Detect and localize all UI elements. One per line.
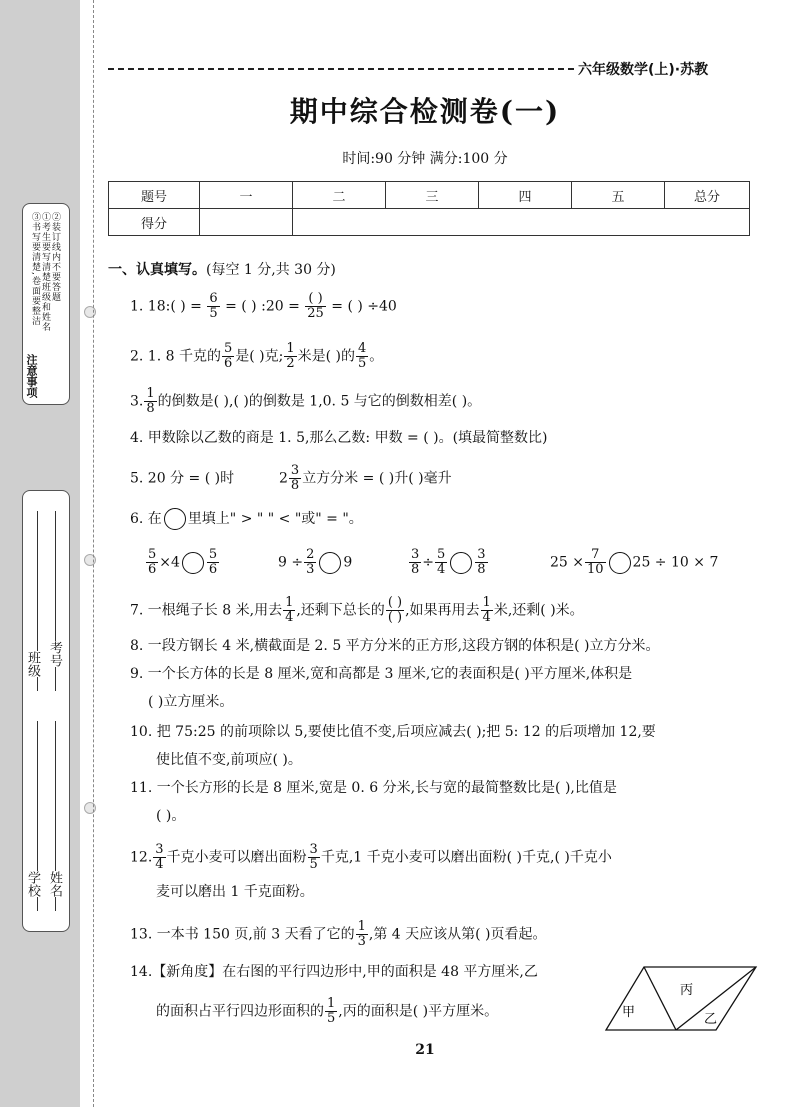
section-1-note: (每空 1 分,共 30 分) [206,262,336,278]
parallelogram-diagonal-1 [644,967,676,1030]
label-exam-no: 考号 [47,641,62,667]
score-col-3: 三 [386,182,479,209]
question-14-line-2: 的面积占平行四边形面积的 $\frac{1}{5}$ ,丙的面积是( )平方厘米。 [156,996,499,1026]
score-header-row [109,182,750,209]
notice-line-2: ②装订线内不要答题 [50,212,60,302]
q2-part-c: 米是( )的 [297,348,356,365]
parallelogram-outline [606,967,756,1030]
q3-part-a: 3. [130,393,144,410]
label-class: 班级 [25,651,40,677]
question-10-line-1: 10. 把 75:25 的前项除以 5,要使比值不变,后项应减去( );把 5: 12 的后项增加 12,要 [130,724,656,740]
question-5 [130,464,452,493]
q6-answer-circle-3[interactable] [450,552,472,574]
q6-part-b: 里填上" > " " < "或" = "。 [187,511,363,527]
page-title: 期中综合检测卷(一) [289,95,561,128]
score-value-row [109,209,750,236]
q6-answer-circle-2[interactable] [319,552,341,574]
question-2 [130,342,383,371]
q2-part-b: 是( )克; [235,348,284,365]
q2-frac-1: $\frac{5}{6}$ [223,341,233,371]
question-4: 4. 甲数除以乙数的商是 1. 5,那么乙数: 甲数 = ( )。(填最简整数比) [130,430,548,446]
question-7: 7. 一根绳子长 8 米,用去 $\frac{1}{4}$ ,还剩下总长的 $\frac{( )}{( )}$ ,如果再用去 $\frac{1}{4}$ 米,还剩( )米。 [130,595,584,625]
q6-expression-3: $\frac{3}{8}$ ÷ $\frac{5}{4}$ $\frac{3}{8}$ [411,547,486,577]
q6-circle-sample [164,508,186,530]
q6-expression-1: $\frac{5}{6}$ ×4 $\frac{5}{6}$ [148,547,218,577]
q1-part-a: 1. 18:( ) = [130,298,202,315]
q2-part-d: 。 [369,348,384,365]
parallelogram-figure [600,962,760,1034]
score-col-total: 总分 [665,182,750,209]
question-6 [130,508,363,530]
punch-hole-2 [84,554,96,566]
section-1-title: 一、认真填写。 [108,262,206,278]
question-8: 8. 一段方钢长 4 米,横截面是 2. 5 平方分米的正方形,这段方钢的体积是( )立方分米。 [130,638,660,654]
punch-hole-3 [84,802,96,814]
notice-title: 注意事项 [25,354,38,398]
exam-info: 时间:90 分钟 满分:100 分 [342,151,508,167]
q1-frac-1: $\frac{6}{5}$ [209,291,218,321]
question-10-line-2: 使比值不变,前项应( )。 [156,752,302,768]
question-14-line-1: 14.【新角度】在右图的平行四边形中,甲的面积是 48 平方厘米,乙 [130,964,538,980]
question-1 [130,292,397,321]
q5-part-b: 立方分米 = ( )升( )毫升 [302,470,452,487]
question-12-line-2: 麦可以磨出 1 千克面粉。 [156,884,314,900]
series-label: 六年级数学(上)·苏教 [578,62,709,78]
q2-part-a: 2. 1. 8 千克的 [130,348,221,365]
q5-frac-1: $\frac{3}{8}$ [290,463,300,493]
q5-whole: 2 [278,470,288,487]
question-11-line-2: ( )。 [156,808,186,824]
score-col-1: 一 [200,182,293,209]
score-cell-rest[interactable] [293,209,750,236]
punch-hole-1 [84,306,96,318]
q6-expression-4: 25 × $\frac{7}{10}$ 25 ÷ 10 × 7 [550,547,719,577]
question-9-line-1: 9. 一个长方体的长是 8 厘米,宽和高都是 3 厘米,它的表面积是( )平方厘米,体积是 [130,666,633,682]
q3-part-b: 的倒数是( ),( )的倒数是 1,0. 5 与它的倒数相差( )。 [157,393,482,410]
score-col-5: 五 [572,182,665,209]
page-number: 21 [415,1042,435,1058]
label-school: 学校 [25,871,40,897]
q5-part-a: 5. 20 分 = ( )时 [130,470,235,487]
q6-answer-circle-1[interactable] [182,552,204,574]
question-9-line-2: ( )立方厘米。 [148,694,234,710]
score-col-4: 四 [479,182,572,209]
notice-line-3: ③书写要清楚,卷面要整洁 [30,212,40,326]
question-12-line-1: 12. $\frac{3}{4}$ 千克小麦可以磨出面粉 $\frac{3}{5}$ 千克,1 千克小麦可以磨出面粉( )千克,( )千克小 [130,842,612,872]
q6-part-a: 6. 在 [130,511,162,527]
q6-answer-circle-4[interactable] [609,552,631,574]
figure-label-yi: 乙 [704,1012,718,1027]
score-col-2: 二 [293,182,386,209]
q1-frac-2: $\frac{( )}{25}$ [307,291,324,321]
section-1-heading [108,259,336,279]
score-col-label: 题号 [109,182,200,209]
question-3 [130,387,481,416]
q1-part-b: = ( ) :20 = [225,298,300,315]
notice-panel [22,203,70,405]
header-rule [108,68,574,70]
score-table [108,181,750,236]
figure-label-bing: 丙 [680,983,694,998]
score-row-label: 得分 [109,209,200,236]
question-13: 13. 一本书 150 页,前 3 天看了它的 $\frac{1}{3}$ ,第 4 天应该从第( )页看起。 [130,919,547,949]
label-name: 姓名 [47,871,62,897]
q2-frac-3: $\frac{4}{5}$ [358,341,367,371]
question-11-line-1: 11. 一个长方形的长是 8 厘米,宽是 0. 6 分米,长与宽的最简整数比是( ),比值是 [130,780,617,796]
figure-label-jia: 甲 [622,1005,636,1020]
q2-frac-2: $\frac{1}{2}$ [286,341,295,371]
q1-part-c: = ( ) ÷40 [331,298,397,315]
q6-expression-2: 9 ÷ $\frac{2}{3}$ 9 [278,547,353,577]
q3-frac-1: $\frac{1}{8}$ [146,386,155,416]
score-cell-1[interactable] [200,209,293,236]
notice-line-1: ①考生要写清楚班级和姓名 [40,212,50,332]
info-panel [22,490,70,932]
